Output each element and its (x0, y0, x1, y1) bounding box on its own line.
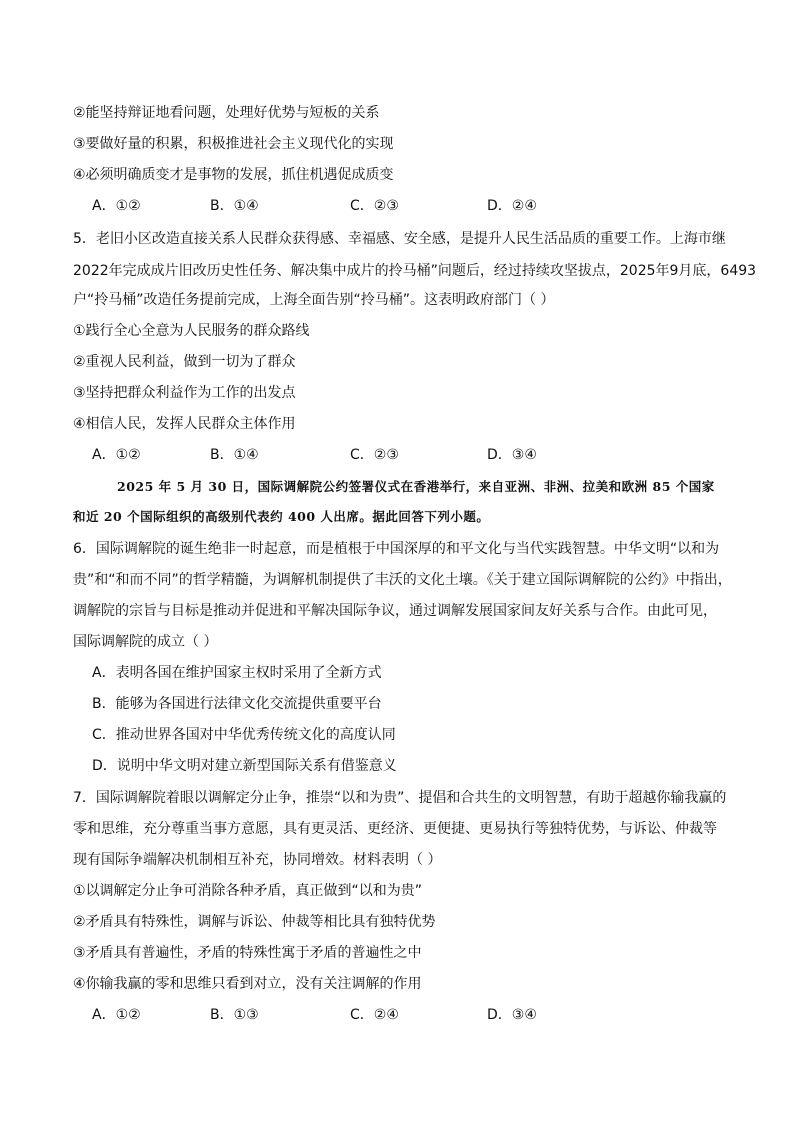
q7-option-a[interactable]: A．①② (92, 1007, 141, 1023)
q5-item-2: ②重视人民利益，做到一切为了群众 (73, 354, 296, 370)
q7-item-4: ④你输我赢的零和思维只看到对立，没有关注调解的作用 (73, 976, 422, 992)
q6-stem-line-1: 6．国际调解院的诞生绝非一时起意，而是植根于中国深厚的和平文化与当代实践智慧。中华文明“以和为 (73, 541, 720, 557)
material-line-1: 2025 年 5 月 30 日，国际调解院公约签署仪式在香港举行，来自亚洲、非洲、拉美和欧洲 85 个国家 (117, 479, 715, 494)
q5-item-4: ④相信人民，发挥人民群众主体作用 (73, 416, 296, 432)
q6-option-c[interactable]: C．推动世界各国对中华优秀传统文化的高度认同 (92, 727, 396, 743)
q6-stem-line-3: 调解院的宗旨与目标是推动并促进和平解决国际争议，通过调解发展国家间友好关系与合作。由此可见， (73, 603, 717, 619)
q6-option-b[interactable]: B．能够为各国进行法律文化交流提供重要平台 (92, 696, 382, 712)
q7-item-2: ②矛盾具有特殊性，调解与诉讼、仲裁等相比具有独特优势 (73, 914, 436, 930)
q7-option-c[interactable]: C．②④ (350, 1007, 399, 1023)
q7-stem-line-1: 7．国际调解院着眼以调解定分止争，推崇“以和为贵”、提倡和合共生的文明智慧，有助于超越你输我赢的 (73, 790, 727, 806)
q5-option-c[interactable]: C．②③ (350, 447, 399, 463)
q7-item-1: ①以调解定分止争可消除各种矛盾，真正做到“以和为贵” (73, 883, 423, 899)
q4-item-2: ②能坚持辩证地看问题，处理好优势与短板的关系 (73, 105, 380, 121)
q5-option-b[interactable]: B．①④ (210, 447, 259, 463)
q6-option-d[interactable]: D．说明中华文明对建立新型国际关系有借鉴意义 (92, 758, 397, 774)
q7-stem-line-3: 现有国际争端解决机制相互补充，协同增效。材料表明（ ） (73, 852, 442, 868)
q4-item-4: ④必须明确质变才是事物的发展，抓住机遇促成质变 (73, 167, 394, 183)
q7-option-d[interactable]: D．③④ (487, 1007, 537, 1023)
q5-stem-line-3: 户“拎马桶”改造任务提前完成，上海全面告别“拎马桶”。这表明政府部门（ ） (73, 292, 555, 308)
q4-option-b[interactable]: B．①④ (210, 198, 259, 214)
q5-option-a[interactable]: A．①② (92, 447, 141, 463)
q6-option-a[interactable]: A．表明各国在维护国家主权时采用了全新方式 (92, 665, 382, 681)
q4-option-c[interactable]: C．②③ (350, 198, 399, 214)
q6-stem-line-4: 国际调解院的成立（ ） (73, 634, 218, 650)
q5-option-d[interactable]: D．③④ (487, 447, 537, 463)
q5-stem-line-1: 5．老旧小区改造直接关系人民群众获得感、幸福感、安全感，是提升人民生活品质的重要工作。上海市继 (73, 231, 726, 247)
q7-option-b[interactable]: B．①③ (210, 1007, 259, 1023)
q4-item-3: ③要做好量的积累，积极推进社会主义现代化的实现 (73, 136, 394, 152)
q5-item-3: ③坚持把群众利益作为工作的出发点 (73, 385, 296, 401)
q4-option-d[interactable]: D．②④ (487, 198, 537, 214)
q7-stem-line-2: 零和思维，充分尊重当事方意愿，具有更灵活、更经济、更便捷、更易执行等独特优势，与诉讼、仲裁等 (73, 821, 717, 837)
q6-stem-line-2: 贵”和“和而不同”的哲学精髓，为调解机制提供了丰沃的文化土壤。《关于建立国际调解院的公约》中指出， (73, 572, 732, 588)
q5-item-1: ①践行全心全意为人民服务的群众路线 (73, 323, 310, 339)
material-line-2: 和近 20 个国际组织的高级别代表约 400 人出席。据此回答下列小题。 (73, 509, 490, 524)
q4-option-a[interactable]: A．①② (92, 198, 141, 214)
q7-item-3: ③矛盾具有普遍性，矛盾的特殊性寓于矛盾的普遍性之中 (73, 945, 422, 961)
q5-stem-line-2: 2022年完成成片旧改历史性任务、解决集中成片的拎马桶”问题后，经过持续攻坚拔点，2025年9月底，6493 (73, 263, 757, 279)
